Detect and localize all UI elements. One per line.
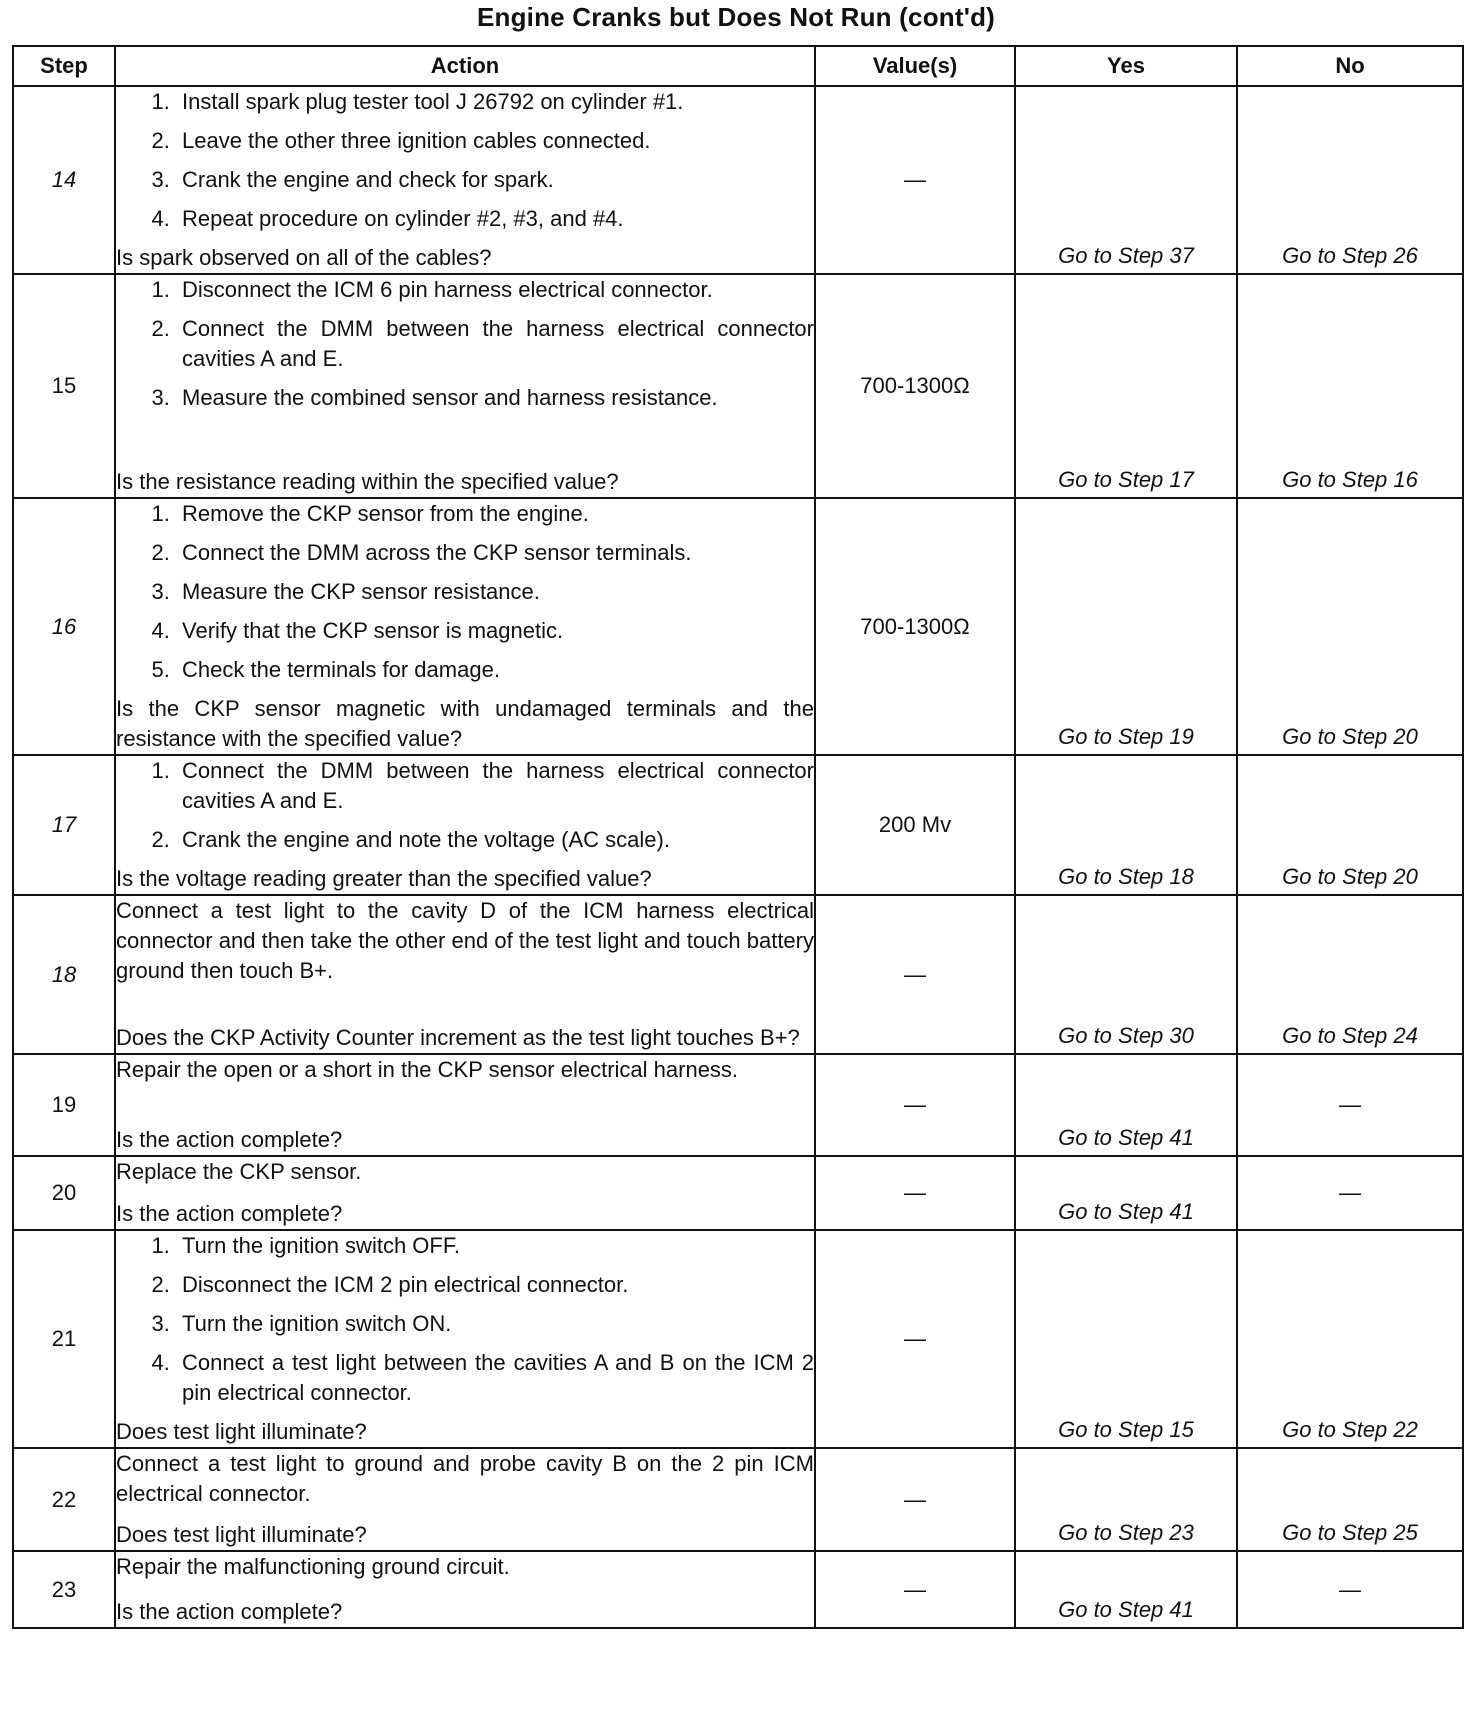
value-cell: — — [815, 1551, 1015, 1628]
action-cell — [115, 86, 815, 274]
action-cell — [115, 1551, 815, 1628]
action-steps-list — [116, 1231, 814, 1417]
yes-cell — [1015, 895, 1237, 1054]
step-number: 23 — [13, 1551, 115, 1628]
yes-cell — [1015, 498, 1237, 755]
no-goto-link[interactable]: Go to Step 26 — [1282, 243, 1418, 268]
no-value: — — [1339, 1092, 1361, 1117]
no-cell — [1237, 1054, 1463, 1156]
table-row — [13, 1054, 1463, 1156]
action-content — [116, 1449, 814, 1550]
action-step: 1. Install spark plug tester tool J 26792 on cylinder #1. — [176, 87, 814, 117]
action-step: 5. Check the terminals for damage. — [176, 655, 814, 685]
header-action: Action — [115, 46, 815, 86]
step-number: 17 — [13, 755, 115, 895]
step-number: 22 — [13, 1448, 115, 1551]
table-row — [13, 1448, 1463, 1551]
action-step: 3. Turn the ignition switch ON. — [176, 1309, 814, 1339]
action-step: 1. Disconnect the ICM 6 pin harness electrical connector. — [176, 275, 814, 305]
action-step: 3. Crank the engine and check for spark. — [176, 165, 814, 195]
action-content — [116, 1157, 814, 1229]
action-step: 2. Disconnect the ICM 2 pin electrical connector. — [176, 1270, 814, 1300]
table-row — [13, 895, 1463, 1054]
yes-cell — [1015, 755, 1237, 895]
no-cell — [1237, 1551, 1463, 1628]
yes-goto-link[interactable]: Go to Step 41 — [1058, 1125, 1194, 1150]
action-step: 1. Turn the ignition switch OFF. — [176, 1231, 814, 1261]
yes-cell — [1015, 1230, 1237, 1448]
header-yes: Yes — [1015, 46, 1237, 86]
action-step: 2. Connect the DMM across the CKP sensor terminals. — [176, 538, 814, 568]
no-cell — [1237, 274, 1463, 498]
no-value: — — [1339, 1180, 1361, 1205]
value-cell: 700-1300Ω — [815, 498, 1015, 755]
no-goto-link[interactable]: Go to Step 20 — [1282, 724, 1418, 749]
action-cell — [115, 755, 815, 895]
action-question: Is the action complete? — [116, 1599, 343, 1624]
action-step: 2. Crank the engine and note the voltage (AC scale). — [176, 825, 814, 855]
action-content — [116, 756, 814, 894]
no-goto-link[interactable]: Go to Step 16 — [1282, 467, 1418, 492]
yes-goto-link[interactable]: Go to Step 41 — [1058, 1597, 1194, 1622]
action-content — [116, 1055, 814, 1155]
action-step: 4. Connect a test light between the cavities A and B on the ICM 2 pin electrical connector. — [176, 1348, 814, 1408]
header-no: No — [1237, 46, 1463, 86]
value-cell: — — [815, 1230, 1015, 1448]
action-instruction: Repair the open or a short in the CKP sensor electrical harness. — [116, 1057, 739, 1082]
action-question: Does the CKP Activity Counter increment as the test light touches B+? — [116, 1025, 800, 1050]
action-question: Is the action complete? — [116, 1127, 343, 1152]
action-cell — [115, 274, 815, 498]
table-row — [13, 755, 1463, 895]
action-step: 1. Connect the DMM between the harness electrical connector cavities A and E. — [176, 756, 814, 816]
yes-goto-link[interactable]: Go to Step 15 — [1058, 1417, 1194, 1442]
header-value: Value(s) — [815, 46, 1015, 86]
yes-cell — [1015, 1054, 1237, 1156]
page-title: Engine Cranks but Does Not Run (cont'd) — [476, 2, 996, 32]
action-step: 2. Connect the DMM between the harness electrical connector cavities A and E. — [176, 314, 814, 374]
no-cell — [1237, 895, 1463, 1054]
action-instruction: Connect a test light to ground and probe cavity B on the 2 pin ICM electrical connector. — [116, 1451, 814, 1506]
action-cell — [115, 498, 815, 755]
yes-cell — [1015, 1551, 1237, 1628]
action-question: Does test light illuminate? — [116, 1522, 367, 1547]
action-steps-list — [116, 499, 814, 694]
no-value: — — [1339, 1576, 1361, 1602]
no-cell — [1237, 1448, 1463, 1551]
action-instruction: Replace the CKP sensor. — [116, 1159, 362, 1184]
yes-goto-link[interactable]: Go to Step 19 — [1058, 724, 1194, 749]
action-content — [116, 499, 814, 754]
value-cell: — — [815, 1156, 1015, 1230]
step-number: 20 — [13, 1156, 115, 1230]
action-cell — [115, 1156, 815, 1230]
yes-cell — [1015, 86, 1237, 274]
action-step: 3. Measure the combined sensor and harness resistance. — [176, 383, 814, 413]
table-row — [13, 274, 1463, 498]
action-content — [116, 87, 814, 273]
yes-goto-link[interactable]: Go to Step 18 — [1058, 864, 1194, 889]
value-cell: — — [815, 1054, 1015, 1156]
yes-goto-link[interactable]: Go to Step 17 — [1058, 467, 1194, 492]
table-row — [13, 1156, 1463, 1230]
no-cell — [1237, 498, 1463, 755]
step-number: 15 — [13, 274, 115, 498]
no-cell — [1237, 86, 1463, 274]
value-cell: — — [815, 86, 1015, 274]
action-cell — [115, 1448, 815, 1551]
action-step: 1. Remove the CKP sensor from the engine. — [176, 499, 814, 529]
action-content — [116, 1231, 814, 1447]
action-question: Is the resistance reading within the specified value? — [116, 469, 619, 494]
diagnostic-table — [12, 45, 1464, 1629]
no-goto-link[interactable]: Go to Step 22 — [1282, 1417, 1418, 1442]
yes-cell — [1015, 1156, 1237, 1230]
action-steps-list — [116, 756, 814, 864]
yes-cell — [1015, 1448, 1237, 1551]
table-row — [13, 1551, 1463, 1628]
yes-goto-link[interactable]: Go to Step 23 — [1058, 1520, 1194, 1545]
step-number: 18 — [13, 895, 115, 1054]
value-cell: — — [815, 1448, 1015, 1551]
yes-goto-link[interactable]: Go to Step 37 — [1058, 243, 1194, 268]
table-row — [13, 86, 1463, 274]
yes-goto-link[interactable]: Go to Step 41 — [1058, 1199, 1194, 1224]
action-step: 4. Verify that the CKP sensor is magnetic. — [176, 616, 814, 646]
step-number: 21 — [13, 1230, 115, 1448]
action-content — [116, 275, 814, 497]
step-number: 16 — [13, 498, 115, 755]
action-content — [116, 1552, 814, 1627]
table-row — [13, 1230, 1463, 1448]
yes-goto-link[interactable]: Go to Step 30 — [1058, 1023, 1194, 1048]
step-number: 19 — [13, 1054, 115, 1156]
action-cell — [115, 1230, 815, 1448]
action-content — [116, 896, 814, 1053]
action-question: Is spark observed on all of the cables? — [116, 245, 492, 270]
action-steps-list — [116, 275, 814, 422]
step-number: 14 — [13, 86, 115, 274]
table-header-row — [13, 46, 1463, 86]
action-question: Does test light illuminate? — [116, 1419, 367, 1444]
action-step: 4. Repeat procedure on cylinder #2, #3, and #4. — [176, 204, 814, 234]
header-step: Step — [13, 46, 115, 86]
no-goto-link[interactable]: Go to Step 20 — [1282, 864, 1418, 889]
no-cell — [1237, 1230, 1463, 1448]
no-cell — [1237, 1156, 1463, 1230]
action-question: Is the voltage reading greater than the specified value? — [116, 866, 652, 891]
table-row — [13, 498, 1463, 755]
action-instruction: Connect a test light to the cavity D of the ICM harness electrical connector and then take the other end of the test light and touch battery ground then touch B+. — [116, 898, 814, 983]
action-question: Is the action complete? — [116, 1201, 343, 1226]
no-goto-link[interactable]: Go to Step 24 — [1282, 1023, 1418, 1048]
action-instruction: Repair the malfunctioning ground circuit. — [116, 1554, 510, 1579]
action-step: 3. Measure the CKP sensor resistance. — [176, 577, 814, 607]
action-cell — [115, 895, 815, 1054]
action-step: 2. Leave the other three ignition cables connected. — [176, 126, 814, 156]
value-cell: 200 Mv — [815, 755, 1015, 895]
action-cell — [115, 1054, 815, 1156]
value-cell: — — [815, 895, 1015, 1054]
no-cell — [1237, 755, 1463, 895]
no-goto-link[interactable]: Go to Step 25 — [1282, 1520, 1418, 1545]
action-steps-list — [116, 87, 814, 243]
yes-cell — [1015, 274, 1237, 498]
action-question: Is the CKP sensor magnetic with undamaged terminals and the resistance with the specified value? — [116, 696, 814, 751]
value-cell: 700-1300Ω — [815, 274, 1015, 498]
